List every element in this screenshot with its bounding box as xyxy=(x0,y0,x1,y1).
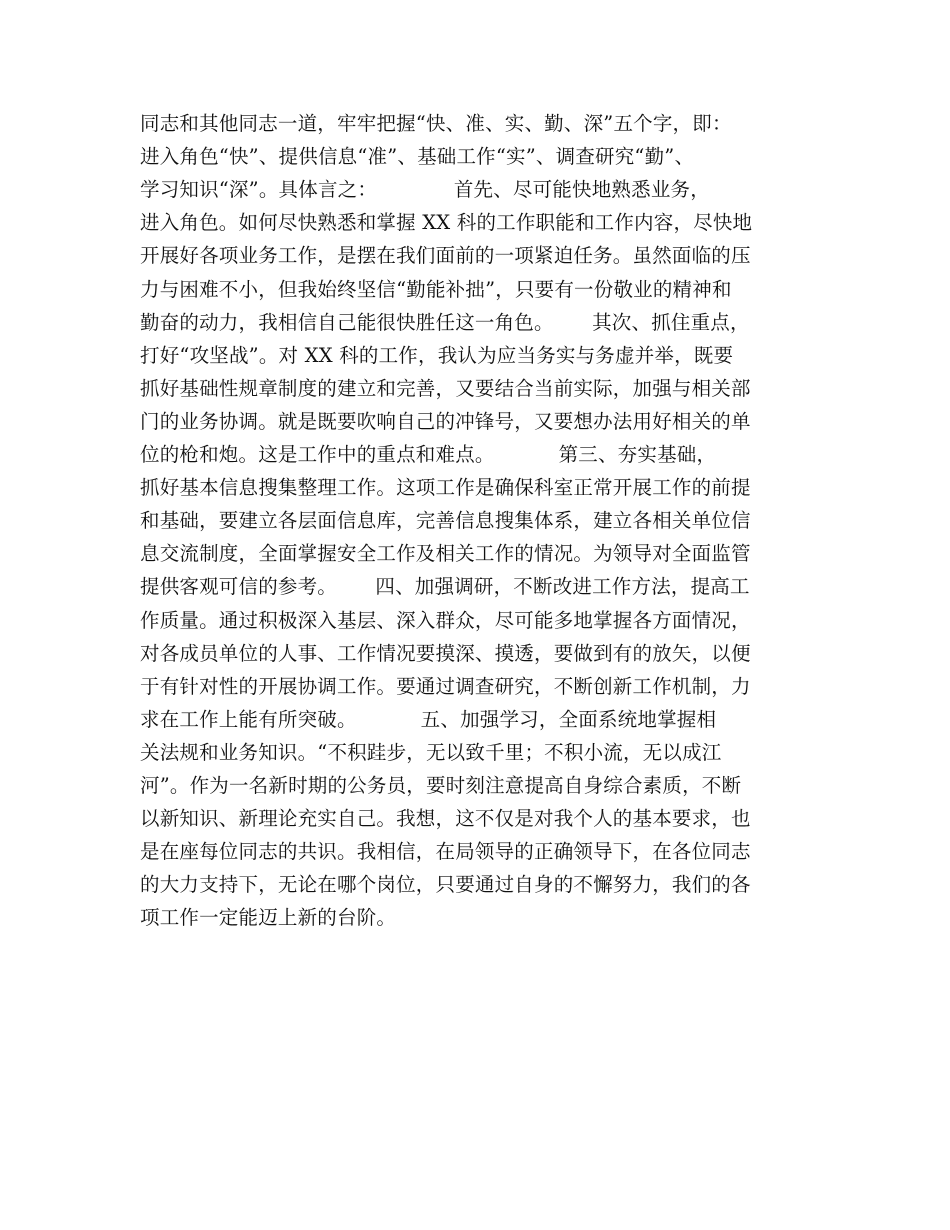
text-line: 求在工作上能有所突破。 五、加强学习，全面系统地掌握相 xyxy=(140,707,717,731)
text-line: 于有针对性的开展协调工作。要通过调查研究，不断创新工作机制，力 xyxy=(140,674,751,698)
text-line: 门的业务协调。就是既要吹响自己的冲锋号，又要想办法用好相关的单 xyxy=(140,409,751,433)
text-line: 开展好各项业务工作，是摆在我们面前的一项紧迫任务。虽然面临的压 xyxy=(140,244,751,268)
text-line: 河”。作为一名新时期的公务员，要时刻注意提高自身综合素质，不断 xyxy=(140,774,742,797)
text-line: 项工作一定能迈上新的台阶。 xyxy=(140,906,397,930)
text-line: 提供客观可信的参考。 四、加强调研，不断改进工作方法，提高工 xyxy=(140,575,750,599)
text-line: 同志和其他同志一道，牢牢把握“快、准、实、勤、深”五个字，即： xyxy=(140,112,732,135)
text-line: 和基础，要建立各层面信息库，完善信息搜集体系，建立各相关单位信 xyxy=(140,509,751,533)
text-line: 以新知识、新理论充实自己。我想，这不仅是对我个人的基本要求，也 xyxy=(140,807,751,831)
text-line: 息交流制度，全面掌握安全工作及相关工作的情况。为领导对全面监管 xyxy=(140,542,751,566)
text-line: 关法规和业务知识。“不积跬步，无以致千里；不积小流，无以成江 xyxy=(140,740,722,764)
text-line: 对各成员单位的人事、工作情况要摸深、摸透，要做到有的放矢，以便 xyxy=(140,641,751,665)
text-line: 进入角色“快”、提供信息“准”、基础工作“实”、调查研究“勤”、 xyxy=(140,145,695,169)
text-line: 力与困难不小，但我始终坚信“勤能补拙”，只要有一份敬业的精神和 xyxy=(140,277,732,301)
text-line: 位的枪和炮。这是工作中的重点和难点。 第三、夯实基础， xyxy=(140,443,717,466)
text-line: 打好“攻坚战”。对 XX 科的工作，我认为应当务实与务虚并举，既要 xyxy=(140,343,734,367)
text-line: 学习知识“深”。具体言之： 首先、尽可能快地熟悉业务， xyxy=(140,178,710,202)
text-line: 勤奋的动力，我相信自己能很快胜任这一角色。 其次、抓住重点， xyxy=(140,310,750,334)
text-line: 作质量。通过积极深入基层、深入群众，尽可能多地掌握各方面情况， xyxy=(140,608,751,632)
text-line: 进入角色。如何尽快熟悉和掌握 XX 科的工作职能和工作内容，尽快地 xyxy=(140,211,753,235)
text-line: 是在座每位同志的共识。我相信，在局领导的正确领导下，在各位同志 xyxy=(140,840,751,864)
text-line: 抓好基本信息搜集整理工作。这项工作是确保科室正常开展工作的前提 xyxy=(140,476,751,500)
text-line: 抓好基础性规章制度的建立和完善，又要结合当前实际，加强与相关部 xyxy=(140,376,751,400)
text-line: 的大力支持下，无论在哪个岗位，只要通过自身的不懈努力，我们的各 xyxy=(140,873,751,897)
